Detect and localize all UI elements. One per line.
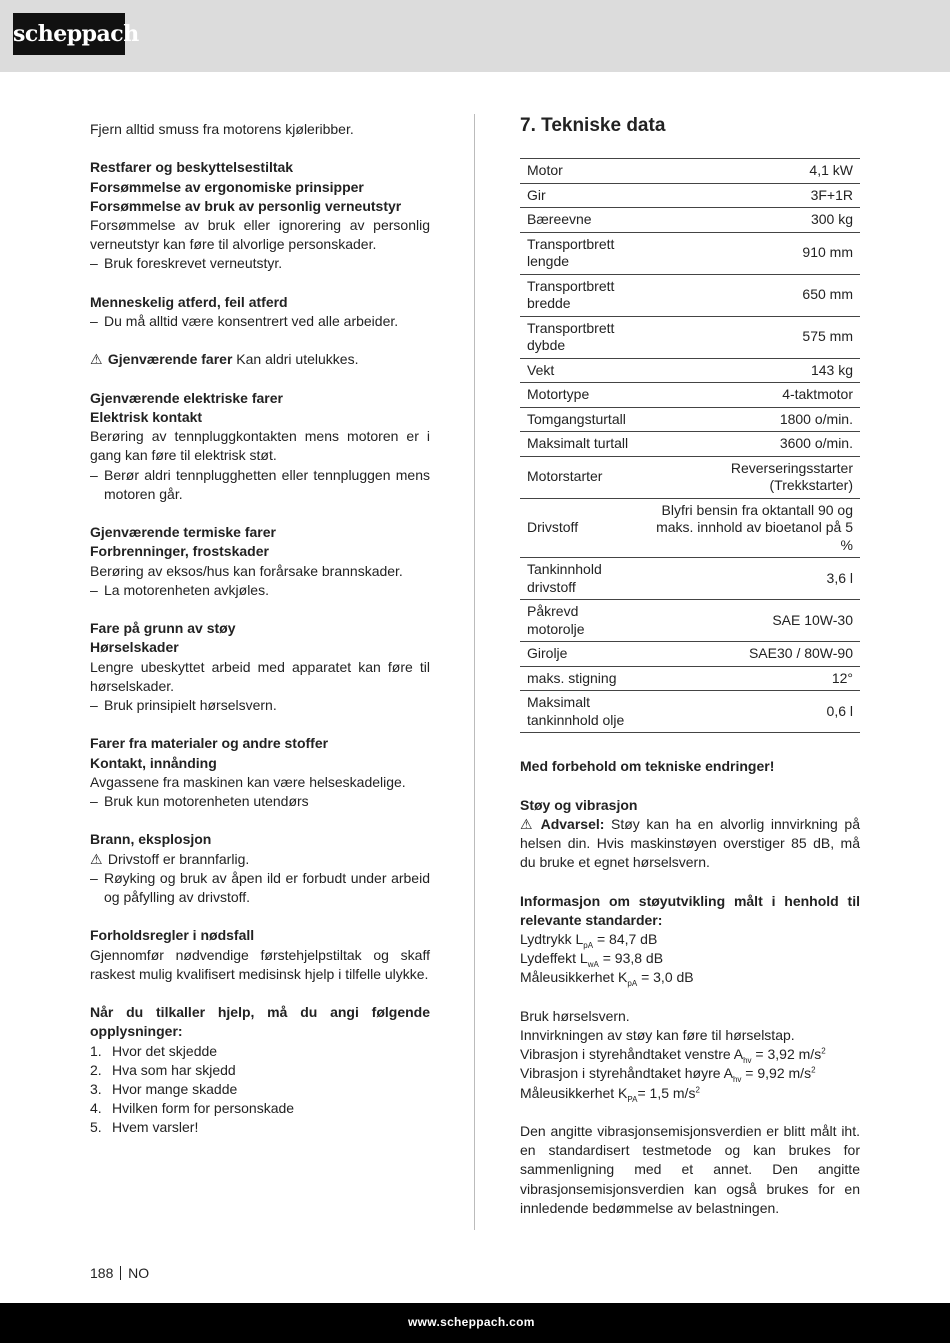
list-item: 5. Hvem varsler! (90, 1119, 199, 1136)
list-item: 4. Hvilken form for personskade (90, 1100, 295, 1117)
spec-value: 143 kg (644, 358, 860, 383)
spec-value: Blyfri bensin fra oktantall 90 og maks. innhold av bioetanol på 5 % (644, 498, 860, 558)
spec-label: Gir (520, 183, 644, 208)
section-body: Gjennomfør nødvendige førstehjelpstiltak og skaff raskest mulig kvalifisert medisinsk hjelp i tilfelle ulykke. (90, 946, 430, 982)
spec-value: 300 kg (644, 208, 860, 233)
vibration-right: Vibrasjon i styrehåndtaket høyre $A_{hv} = 9,92$ $m/s^2$ (520, 1065, 816, 1085)
spec-label: Tankinnhold drivstoff (520, 558, 644, 600)
section-heading: Informasjon om støyutvikling målt i henhold til relevante standarder: (520, 892, 860, 928)
table-row (520, 183, 860, 208)
table-row (520, 407, 860, 432)
website-link[interactable]: www.scheppach.com (408, 1315, 535, 1329)
measurement-uncertainty: Måleusikkerhet $K_{pA} = 3,0$ dB (520, 969, 694, 989)
section-subheading: Kontakt, innånding (90, 754, 217, 771)
spec-value: SAE30 / 80W-90 (644, 642, 860, 667)
vibration-uncertainty: Måleusikkerhet $K_{PA}= 1,5$ $m/s^2$ (520, 1084, 700, 1104)
spec-label: Maksimalt tankinnhold olje (520, 691, 644, 733)
spec-label: Motorstarter (520, 456, 644, 498)
warning-icon: ⚠ (520, 815, 533, 832)
table-row (520, 159, 860, 184)
dash-item: – La motorenheten avkjøles. (90, 581, 269, 598)
section-subheading: Forbrenninger, frostskader (90, 543, 269, 560)
vibration-line: Bruk hørselsvern. (520, 1007, 630, 1024)
table-row (520, 666, 860, 691)
section-body: Avgassene fra maskinen kan være helseskadelige. (90, 773, 406, 790)
table-row (520, 432, 860, 457)
spec-label: Bæreevne (520, 208, 644, 233)
spec-label: Girolje (520, 642, 644, 667)
spec-label: Transportbrett lengde (520, 232, 644, 274)
footer-bar (0, 1303, 950, 1343)
dash-item: – Du må alltid være konsentrert ved alle arbeider. (90, 313, 399, 329)
page-number: 188 NO (90, 1265, 150, 1281)
sound-power: Lydeffekt $L_{wA} = 93,8$ dB (520, 950, 664, 969)
page-header (0, 0, 950, 72)
spec-label: Maksimalt turtall (520, 432, 644, 457)
spec-label: Motor (520, 159, 644, 184)
column-divider (474, 114, 475, 1230)
vibration-line: Innvirkningen av støy kan føre til hørselstap. (520, 1026, 795, 1043)
section-heading: Gjenværende termiske farer (90, 524, 276, 541)
spec-label: Transportbrett bredde (520, 274, 644, 316)
spec-value: 575 mm (644, 316, 860, 358)
table-row (520, 558, 860, 600)
dash-item: – Berør aldri tennplugghetten eller tennpluggen mens motoren går. (90, 466, 430, 502)
section-heading: Gjenværende elektriske farer (90, 389, 283, 406)
section-subheading: Hørselskader (90, 639, 179, 656)
section-heading: Når du tilkaller hjelp, må du angi følgende opplysninger: (90, 1004, 430, 1040)
right-column (520, 114, 860, 1218)
intro-text: Fjern alltid smuss fra motorens kjøleribber. (90, 121, 354, 137)
table-row (520, 274, 860, 316)
spec-value: SAE 10W-30 (644, 600, 860, 642)
spec-value: 1800 o/min. (644, 407, 860, 432)
dash-item: – Bruk prinsipielt hørselsvern. (90, 697, 277, 713)
section-subheading: Forsømmelse av ergonomiske prinsipper (90, 178, 364, 195)
spec-value: 3,6 l (644, 558, 860, 600)
spec-value: Reverseringsstarter (Trekkstarter) (644, 456, 860, 498)
reservation-note: Med forbehold om tekniske endringer! (520, 758, 775, 775)
spec-label: Vekt (520, 358, 644, 383)
section-body: Berøring av eksos/hus kan forårsake brannskader. (90, 562, 403, 579)
dash-item: – Røyking og bruk av åpen ild er forbudt under arbeid og påfylling av drivstoff. (90, 869, 430, 905)
sound-pressure: Lydtrykk $L_{pA} = 84,7$ dB (520, 930, 658, 950)
warning-icon: ⚠ (90, 351, 103, 368)
spec-value: 650 mm (644, 274, 860, 316)
section-heading: Farer fra materialer og andre stoffer (90, 735, 329, 752)
fire-warning: ⚠ Drivstoff er brannfarlig. (90, 850, 430, 869)
closing-paragraph: Den angitte vibrasjonsemisjonsverdien er blitt målt iht. en standardisert testmetode og kan brukes for sammenligning med et annet. Den angitte vibrasjonsemisjonsverdien kan også brukes for en innledende bedømmelse av belastningen. (520, 1122, 860, 1216)
section-body: Berøring av tennpluggkontakten mens motoren er i gang kan føre til elektrisk støt. (90, 428, 430, 464)
warning-icon: ⚠ (90, 850, 103, 867)
spec-label: Drivstoff (520, 498, 644, 558)
spec-value: 4-taktmotor (644, 383, 860, 408)
section-heading: Brann, eksplosjon (90, 831, 212, 848)
spec-label: Motortype (520, 383, 644, 408)
spec-value: 12° (644, 666, 860, 691)
list-item: 2. Hva som har skjedd (90, 1061, 236, 1078)
spec-value: 3600 o/min. (644, 432, 860, 457)
table-row (520, 232, 860, 274)
section-heading: Restfarer og beskyttelsestiltak (90, 159, 294, 176)
section-heading: Menneskelig atferd, feil atferd (90, 293, 288, 310)
spec-label: Påkrevd motorolje (520, 600, 644, 642)
section-body: Forsømmelse av bruk eller ignorering av personlig verneutstyr kan føre til alvorlige personskader. (90, 217, 430, 253)
spec-value: 0,6 l (644, 691, 860, 733)
noise-warning: ⚠ Advarsel: Støy kan ha en alvorlig innvirkning på helsen din. Hvis maskinstøyen overstiger 85 dB, må du bruke et egnet hørselsvern. (520, 815, 860, 871)
dash-item: – Bruk foreskrevet verneutstyr. (90, 255, 283, 272)
spec-label: Tomgangsturtall (520, 407, 644, 432)
section-body: Lengre ubeskyttet arbeid med apparatet kan føre til hørselskader. (90, 658, 430, 694)
table-row (520, 498, 860, 558)
section-title: 7. Tekniske data (520, 115, 666, 136)
spec-value: 4,1 kW (644, 159, 860, 184)
spec-label: Transportbrett dybde (520, 316, 644, 358)
section-subheading: Elektrisk kontakt (90, 408, 203, 425)
section-heading: Fare på grunn av støy (90, 620, 236, 637)
section-heading: Forholdsregler i nødsfall (90, 927, 255, 944)
spec-label: maks. stigning (520, 666, 644, 691)
table-row (520, 316, 860, 358)
table-row (520, 208, 860, 233)
section-heading: Støy og vibrasjon (520, 796, 638, 813)
table-row (520, 358, 860, 383)
dash-item: – Bruk kun motorenheten utendørs (90, 793, 309, 809)
list-item: 3. Hvor mange skadde (90, 1081, 238, 1097)
list-item: 1. Hvor det skjedde (90, 1042, 218, 1059)
table-row (520, 383, 860, 408)
table-row (520, 642, 860, 667)
table-row (520, 456, 860, 498)
section-subheading: Forsømmelse av bruk av personlig verneutstyr (90, 197, 402, 214)
scheppach-logo: scheppach (13, 13, 125, 55)
spec-value: 910 mm (644, 232, 860, 274)
table-row (520, 691, 860, 733)
table-row (520, 600, 860, 642)
spec-value: 3F+1R (644, 183, 860, 208)
spec-table (520, 158, 860, 733)
residual-hazards-note: ⚠ Gjenværende farer Kan aldri utelukkes. (90, 350, 430, 369)
left-column (90, 120, 430, 1138)
vibration-left: Vibrasjon i styrehåndtaket venstre $A_{hv} = 3,92$ $m/s^2$ (520, 1046, 826, 1065)
